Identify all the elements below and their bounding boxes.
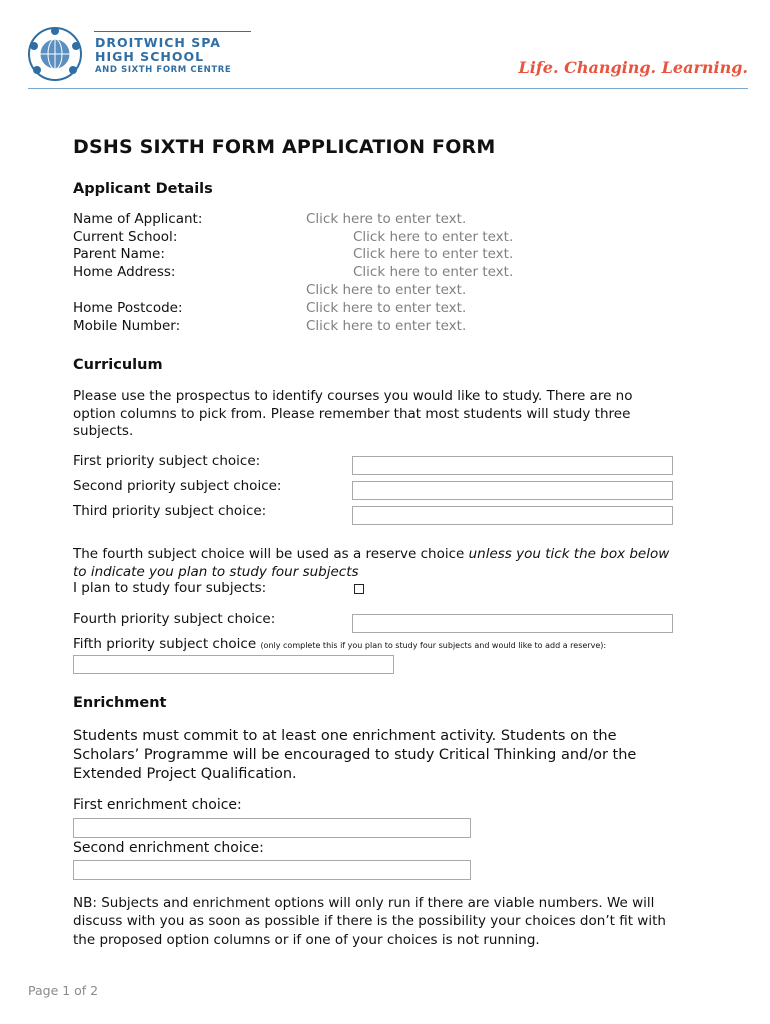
home-address-line2-field[interactable]: Click here to enter text. (306, 282, 467, 298)
first-subject-label: First priority subject choice: (73, 453, 261, 469)
fourth-choice-note-line2 (73, 563, 359, 581)
enrichment-intro-line3: Extended Project Qualification. (73, 766, 297, 782)
fifth-subject-input[interactable] (73, 655, 394, 674)
curriculum-heading: Curriculum (73, 357, 163, 373)
form-title: DSHS SIXTH FORM APPLICATION FORM (73, 136, 496, 158)
school-logo-icon (26, 26, 84, 82)
fourth-subject-label: Fourth priority subject choice: (73, 611, 276, 627)
nb-line2: discuss with you as soon as possible if there is the possibility your choices don’t fit with (73, 913, 666, 929)
home-postcode-field[interactable]: Click here to enter text. (306, 300, 467, 316)
second-subject-input[interactable] (352, 481, 673, 500)
third-subject-input[interactable] (352, 506, 673, 525)
mobile-number-label: Mobile Number: (73, 318, 181, 334)
applicant-name-field[interactable]: Click here to enter text. (306, 211, 467, 227)
school-name-line3: AND SIXTH FORM CENTRE (95, 65, 232, 75)
fourth-choice-note-italic2: to indicate you plan to study four subjects (73, 564, 359, 580)
home-address-label: Home Address: (73, 264, 176, 280)
school-tagline: Life. Changing. Learning. (518, 58, 748, 77)
parent-name-label: Parent Name: (73, 246, 165, 262)
fifth-subject-label: Fifth priority subject choice (73, 636, 257, 652)
fourth-choice-note (73, 545, 669, 563)
nb-line1: NB: Subjects and enrichment options will only run if there are viable numbers. We will (73, 895, 655, 911)
curriculum-intro-line1: Please use the prospectus to identify courses you would like to study. There are no (73, 388, 633, 404)
second-enrichment-input[interactable] (73, 860, 471, 880)
page-number: Page 1 of 2 (28, 983, 99, 998)
enrichment-heading: Enrichment (73, 695, 167, 711)
nb-line3: the proposed option columns or if one of your choices is not running. (73, 932, 540, 948)
curriculum-intro-line2: option columns to pick from. Please remember that most students will study three (73, 406, 631, 422)
school-name-line1: DROITWICH SPA (95, 35, 221, 50)
school-logo (26, 26, 84, 82)
mobile-number-field[interactable]: Click here to enter text. (306, 318, 467, 334)
home-address-field[interactable]: Click here to enter text. (353, 264, 514, 280)
fifth-subject-label-row (73, 636, 606, 652)
enrichment-intro-line1: Students must commit to at least one enrichment activity. Students on the (73, 728, 617, 744)
first-enrichment-input[interactable] (73, 818, 471, 838)
school-name-line2: HIGH SCHOOL (95, 49, 205, 64)
curriculum-intro-line3: subjects. (73, 423, 134, 439)
applicant-details-heading: Applicant Details (73, 181, 213, 197)
current-school-label: Current School: (73, 229, 178, 245)
parent-name-field[interactable]: Click here to enter text. (353, 246, 514, 262)
four-subjects-checkbox[interactable] (354, 584, 364, 594)
four-subjects-label: I plan to study four subjects: (73, 580, 267, 596)
logo-top-rule (94, 31, 251, 32)
first-subject-input[interactable] (352, 456, 673, 475)
fourth-choice-note-plain: The fourth subject choice will be used as a reserve choice (73, 546, 469, 562)
enrichment-intro-line2: Scholars’ Programme will be encouraged to study Critical Thinking and/or the (73, 747, 637, 763)
fourth-choice-note-italic1: unless you tick the box below (468, 546, 670, 562)
header-divider (28, 88, 748, 89)
fifth-subject-note: (only complete this if you plan to study four subjects and would like to add a reserve): (260, 641, 607, 650)
current-school-field[interactable]: Click here to enter text. (353, 229, 514, 245)
second-enrichment-label: Second enrichment choice: (73, 840, 264, 856)
home-postcode-label: Home Postcode: (73, 300, 183, 316)
first-enrichment-label: First enrichment choice: (73, 797, 242, 813)
second-subject-label: Second priority subject choice: (73, 478, 282, 494)
applicant-name-label: Name of Applicant: (73, 211, 203, 227)
third-subject-label: Third priority subject choice: (73, 503, 267, 519)
fourth-subject-input[interactable] (352, 614, 673, 633)
